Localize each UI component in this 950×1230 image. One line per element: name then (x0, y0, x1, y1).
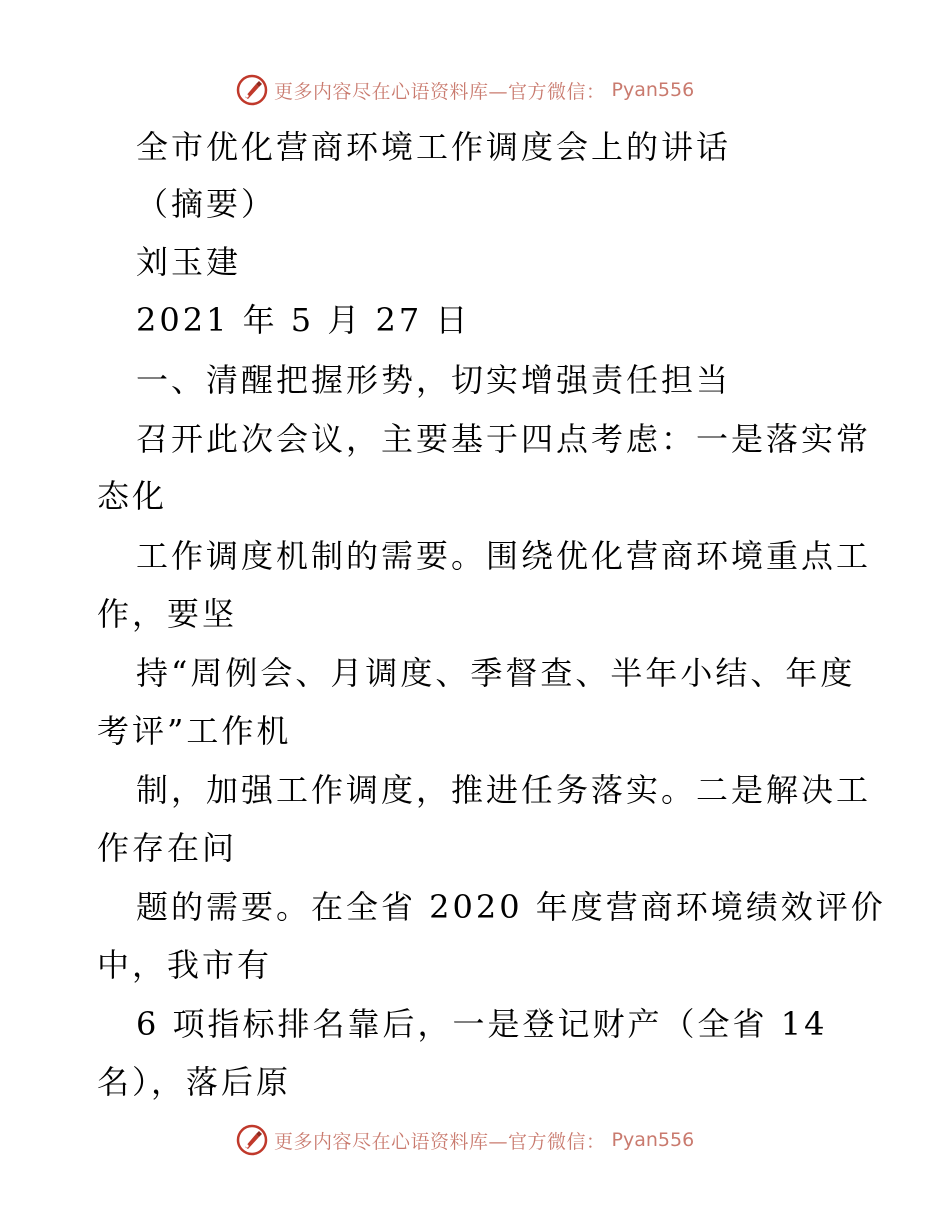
body-line: 态化 (97, 477, 168, 515)
watermark-text: 更多内容尽在心语资料库—官方微信： (274, 1130, 606, 1153)
footer-watermark (236, 1122, 694, 1158)
body-line: 作，要坚 (97, 595, 238, 633)
document-subtitle: （摘要） (136, 185, 277, 223)
body-line: 作存在问 (97, 829, 238, 867)
body-line: 6 项指标排名靠后，一是登记财产（全省 14 (136, 1005, 828, 1043)
pen-circle-logo-icon (236, 74, 268, 106)
document-author: 刘玉建 (136, 243, 242, 281)
watermark-text: 更多内容尽在心语资料库—官方微信： (274, 80, 606, 103)
body-line: 工作调度机制的需要。围绕优化营商环境重点工 (136, 537, 872, 575)
body-line: 召开此次会议，主要基于四点考虑：一是落实常 (136, 420, 872, 458)
header-watermark (236, 72, 694, 108)
body-line: 制，加强工作调度，推进任务落实。二是解决工 (136, 771, 872, 809)
watermark-wechat-id: Pyan556 (611, 1129, 695, 1151)
document-title: 全市优化营商环境工作调度会上的讲话 (136, 128, 732, 166)
body-line: 持“周例会、月调度、季督查、半年小结、年度 (136, 654, 856, 692)
pen-circle-logo-icon (236, 1124, 268, 1156)
body-line: 题的需要。在全省 2020 年度营商环境绩效评价 (136, 888, 886, 926)
watermark-wechat-id: Pyan556 (611, 79, 695, 101)
body-line: 中，我市有 (97, 946, 273, 984)
section-heading: 一、清醒把握形势，切实增强责任担当 (136, 361, 732, 399)
body-line: 考评”工作机 (97, 712, 292, 750)
document-date: 2021 年 5 月 27 日 (136, 301, 471, 339)
body-line: 名），落后原 (97, 1063, 292, 1101)
